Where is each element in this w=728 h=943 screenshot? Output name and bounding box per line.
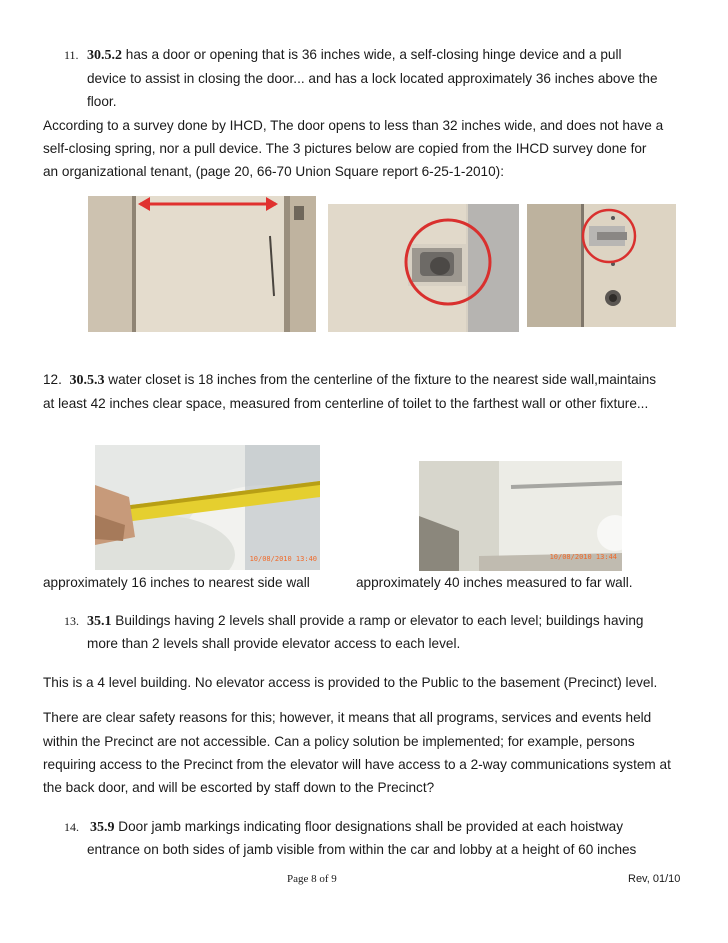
building-levels-paragraph: This is a 4 level building. No elevator access is provided to the Public to the basement (Precinct) level.: [43, 675, 658, 690]
survey-paragraph-line-3: an organizational tenant, (page 20, 66-70 Union Square report 6-25-1-2010):: [43, 164, 504, 179]
revision-date: Rev, 01/10: [628, 873, 681, 885]
door-width-photo-image: [88, 196, 316, 332]
tape-measure-photo: [95, 445, 320, 570]
caption-side-wall: approximately 16 inches to nearest side wall: [43, 575, 310, 590]
bolt-lock-photo-image: [527, 204, 676, 327]
page-number: Page 8 of 9: [287, 873, 337, 885]
safety-paragraph-line-4: the back door, and will be escorted by staff down to the Precinct?: [43, 780, 435, 795]
tape-measure-photo-image: [95, 445, 320, 570]
item-11-text: has a door or opening that is 36 inches wide, a self-closing hinge device and a pull: [122, 47, 622, 62]
item-13-line-2: more than 2 levels shall provide elevator access to each level.: [87, 636, 461, 651]
item-14-first-line: [90, 816, 623, 839]
survey-paragraph-line-2: self-closing spring, nor a pull device. The 3 pictures below are copied from the IHCD survey done for: [43, 141, 647, 156]
far-wall-photo-image: [419, 461, 622, 571]
item-14-code: 35.9: [90, 820, 115, 835]
item-12-text: water closet is 18 inches from the centerline of the fixture to the nearest side wall,maintains: [104, 372, 657, 387]
caption-far-wall: approximately 40 inches measured to far wall.: [356, 575, 633, 590]
item-11-first-line: [87, 44, 622, 67]
item-11-code: 30.5.2: [87, 48, 122, 63]
survey-paragraph-line-1: According to a survey done by IHCD, The door opens to less than 32 inches wide, and does not have a: [43, 118, 664, 133]
item-12-line-2: at least 42 inches clear space, measured from centerline of toilet to the farthest wall or other fixture...: [43, 396, 649, 411]
bolt-lock-photo: [527, 204, 676, 327]
latch-photo-image: [328, 204, 519, 332]
item-14-number: 14.: [64, 820, 79, 834]
item-13-first-line: [87, 610, 643, 633]
far-wall-photo: [419, 461, 622, 571]
safety-paragraph-line-3: requiring access to the Precinct from the elevator will have access to a 2-way communications system at: [43, 757, 671, 772]
item-13-number: 13.: [64, 614, 79, 628]
safety-paragraph-line-1: There are clear safety reasons for this; however, it means that all programs, services and events held: [43, 710, 652, 725]
door-width-photo: [88, 196, 316, 332]
item-13-code: 35.1: [87, 614, 112, 629]
item-14-text: Door jamb markings indicating floor designations shall be provided at each hoistway: [114, 819, 624, 834]
item-12-first-line: [43, 369, 656, 392]
safety-paragraph-line-2: within the Precinct are not accessible. Can a policy solution be implemented; for example, persons: [43, 734, 635, 749]
item-13-text: Buildings having 2 levels shall provide a ramp or elevator to each level; buildings having: [111, 613, 644, 628]
tape-photo-timestamp: 10/08/2010 13:40: [249, 555, 317, 563]
item-11-line-2: device to assist in closing the door... and has a lock located approximately 36 inches above the: [87, 71, 658, 86]
item-11-number: 11.: [64, 48, 79, 62]
item-12-number: 12.: [43, 372, 62, 387]
latch-photo: [328, 204, 519, 332]
item-14-line-2: entrance on both sides of jamb visible from within the car and lobby at a height of 60 inches: [87, 842, 637, 857]
far-wall-photo-timestamp: 10/08/2010 13:44: [549, 553, 617, 561]
item-11-line-3: floor.: [87, 94, 117, 109]
item-12-code: 30.5.3: [69, 373, 105, 388]
